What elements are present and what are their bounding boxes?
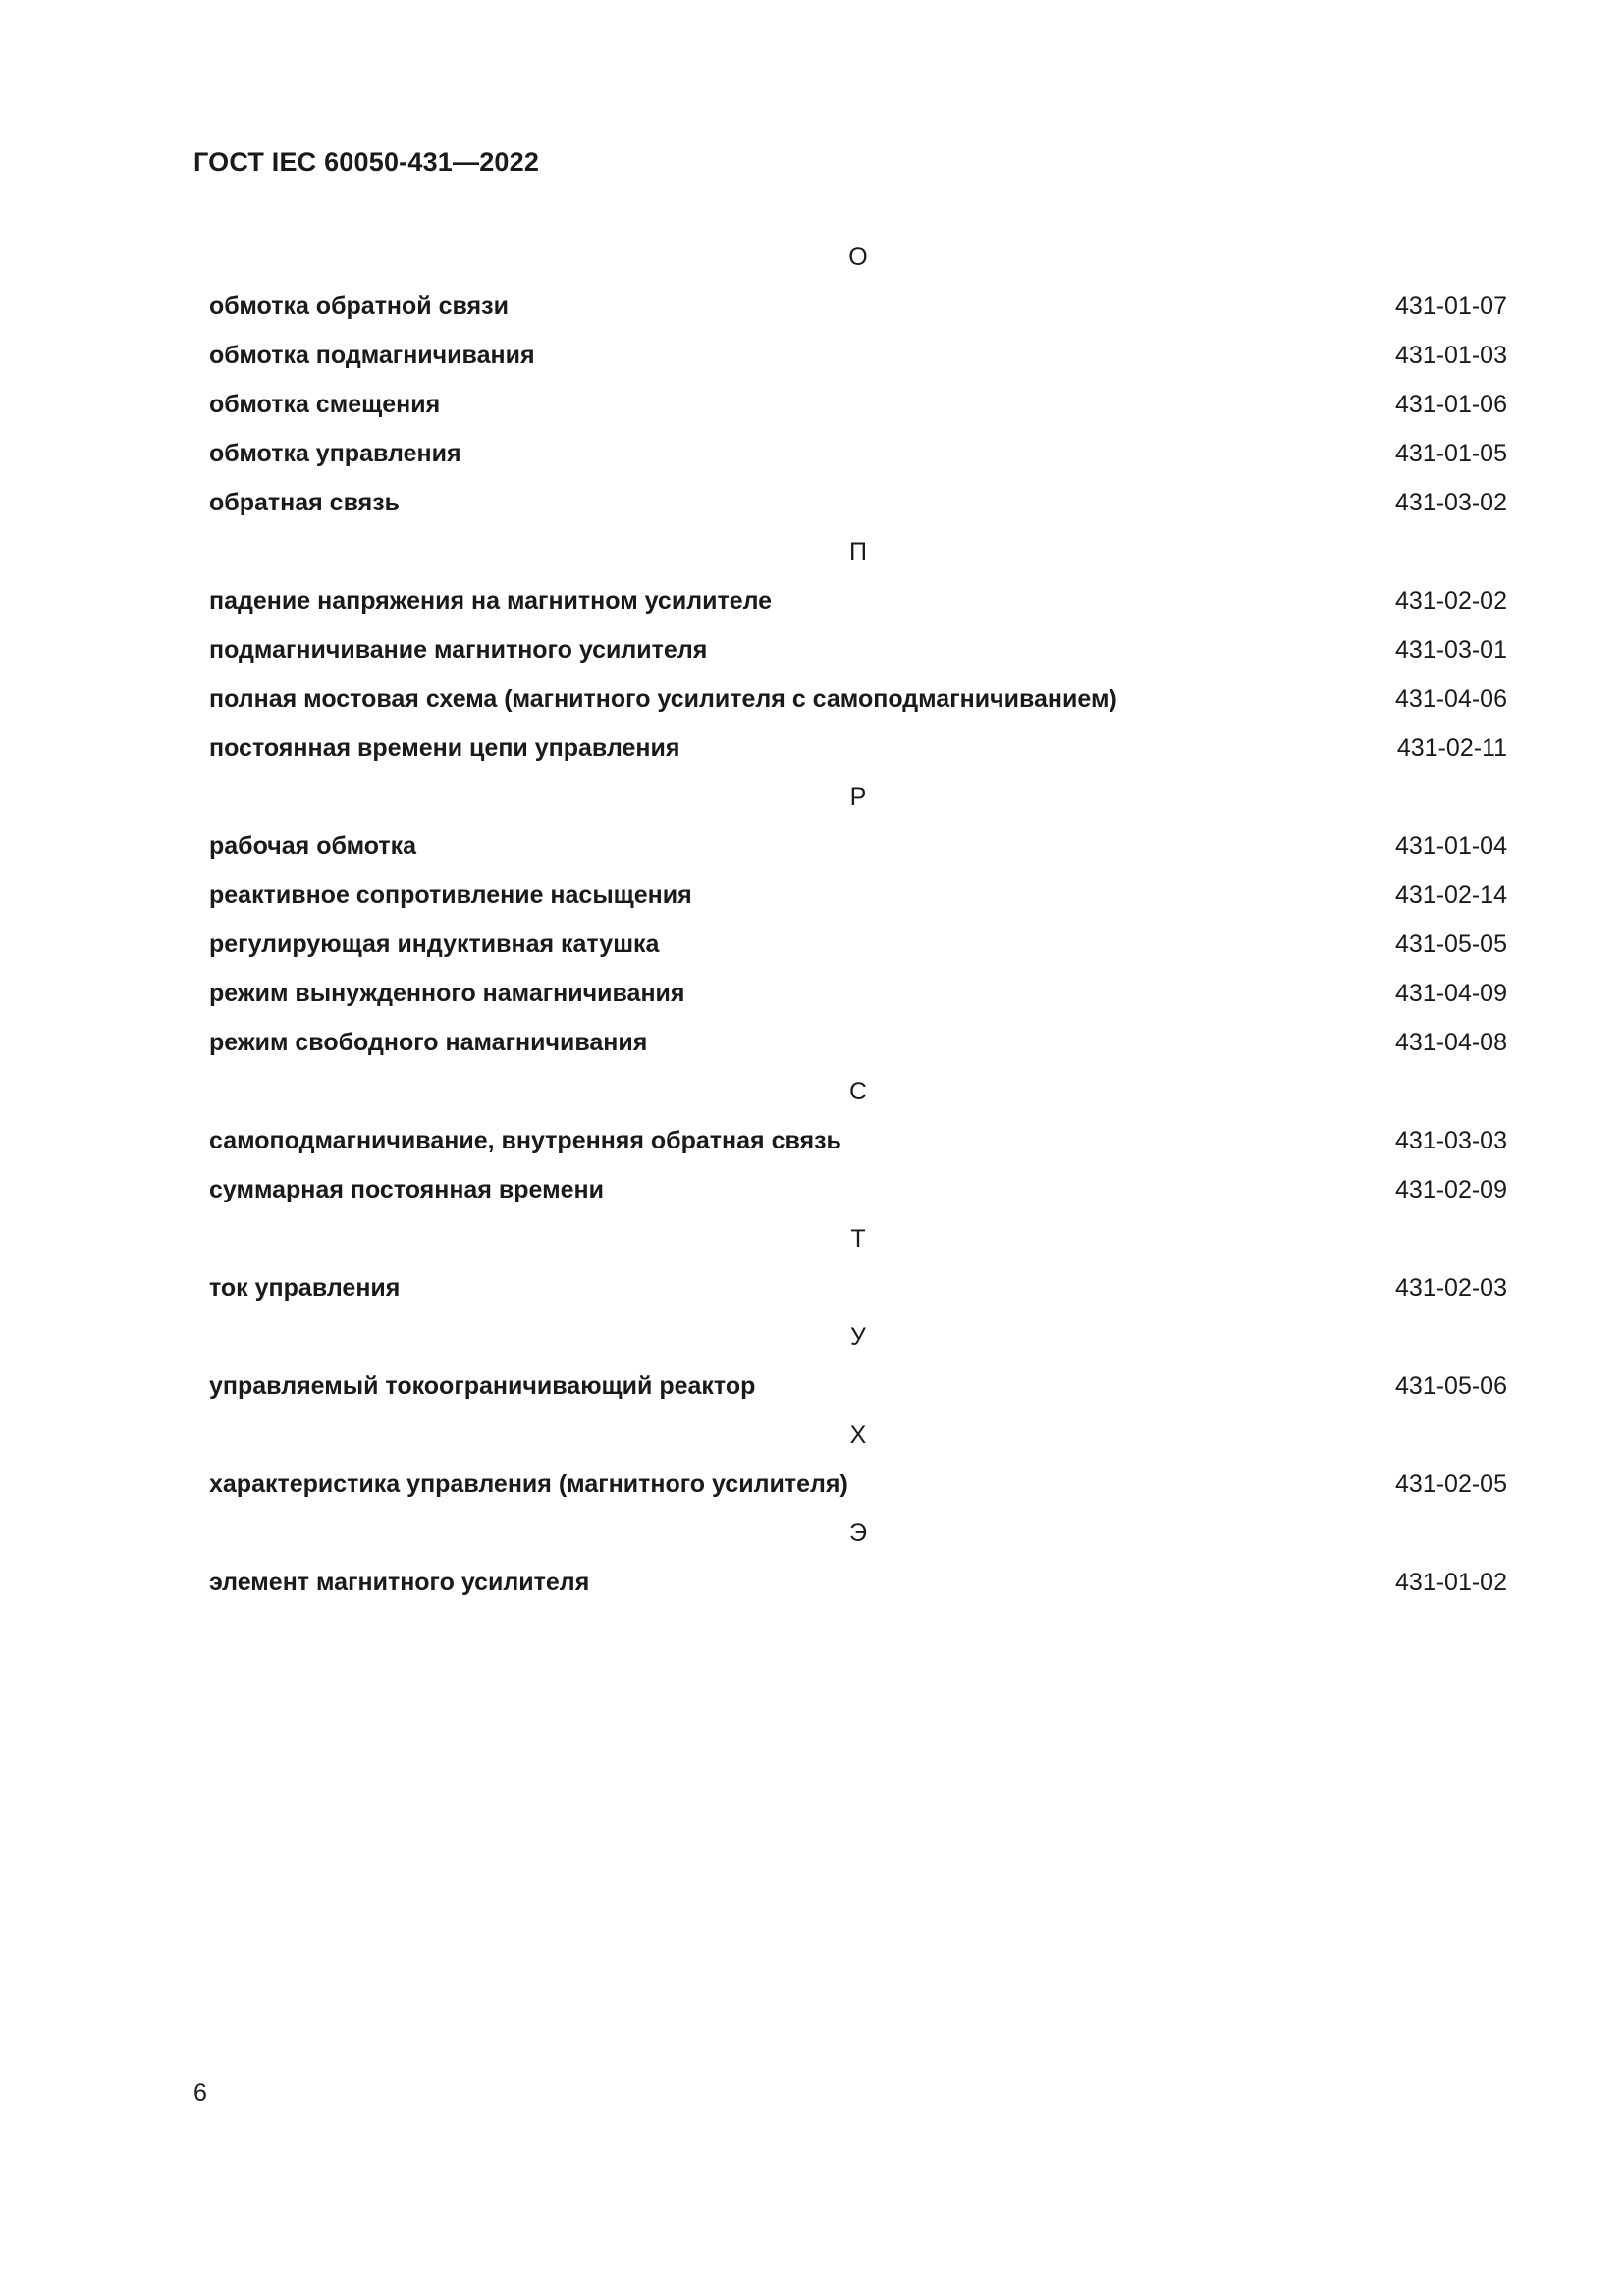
section-letter: Э: [849, 1520, 867, 1547]
index-code: 431-03-02: [1395, 489, 1507, 516]
index-section: [209, 1312, 1507, 1411]
index-term: обратная связь: [209, 489, 400, 516]
index-entry: [209, 1116, 1507, 1165]
index-entry: [209, 1018, 1507, 1067]
index-entry: [209, 1165, 1507, 1214]
section-letter: С: [848, 1078, 868, 1105]
index-term: падение напряжения на магнитном усилителе: [209, 587, 773, 614]
index-code: 431-04-06: [1395, 685, 1507, 713]
index-code: 431-02-09: [1395, 1176, 1507, 1203]
index-entry: [209, 429, 1507, 478]
index-term: подмагничивание магнитного усилителя: [209, 636, 708, 664]
index-entry: [209, 723, 1507, 773]
index-entry: [209, 625, 1507, 674]
index-code: 431-02-02: [1395, 587, 1507, 614]
index-section: [209, 1509, 1507, 1607]
index-term: обмотка смещения: [209, 391, 441, 418]
index-entry: [209, 1460, 1507, 1509]
index-term: режим вынужденного намагничивания: [209, 980, 685, 1007]
index-term: постоянная времени цепи управления: [209, 734, 680, 762]
index-code: 431-01-02: [1395, 1569, 1507, 1596]
index-code: 431-02-14: [1395, 881, 1507, 909]
index-section: [209, 527, 1507, 773]
index-term: управляемый токоограничивающий реактор: [209, 1372, 756, 1400]
index-entry: [209, 1263, 1507, 1312]
index-code: 431-01-05: [1395, 440, 1507, 467]
index-code: 431-01-07: [1395, 293, 1507, 320]
index-term: регулирующая индуктивная катушка: [209, 931, 660, 958]
index-section: [209, 233, 1507, 527]
index-code: 431-03-01: [1395, 636, 1507, 664]
page-number: 6: [193, 2079, 207, 2107]
section-letter: Х: [849, 1421, 867, 1449]
index-section: [209, 1067, 1507, 1214]
index-code: 431-02-11: [1396, 734, 1507, 762]
section-letter: Р: [849, 783, 867, 811]
index-term: полная мостовая схема (магнитного усилителя с самоподмагничиванием): [209, 685, 1117, 713]
index-term: режим свободного намагничивания: [209, 1029, 648, 1056]
index-entry: [209, 969, 1507, 1018]
section-letter: О: [848, 243, 868, 271]
index-term: ток управления: [209, 1274, 401, 1302]
index-entry: [209, 331, 1507, 380]
index-term: реактивное сопротивление насыщения: [209, 881, 692, 909]
index-entry: [209, 478, 1507, 527]
index-entry: [209, 1362, 1507, 1411]
index-term: суммарная постоянная времени: [209, 1176, 604, 1203]
index-entry: [209, 674, 1507, 723]
index-entry: [209, 380, 1507, 429]
index-code: 431-04-09: [1395, 980, 1507, 1007]
index-code: 431-01-06: [1395, 391, 1507, 418]
section-letter: П: [849, 538, 867, 565]
index-term: рабочая обмотка: [209, 832, 417, 860]
index-code: 431-05-06: [1395, 1372, 1507, 1400]
index-entry: [209, 871, 1507, 920]
alphabetical-index: [209, 233, 1507, 1607]
index-code: 431-05-05: [1395, 931, 1507, 958]
index-entry: [209, 920, 1507, 969]
index-entry: [209, 822, 1507, 871]
index-section: [209, 773, 1507, 1067]
index-entry: [209, 1558, 1507, 1607]
index-term: обмотка подмагничивания: [209, 342, 535, 369]
index-term: обмотка обратной связи: [209, 293, 509, 320]
index-code: 431-03-03: [1395, 1127, 1507, 1154]
section-letter: Т: [850, 1225, 866, 1253]
index-section: [209, 1214, 1507, 1312]
index-entry: [209, 576, 1507, 625]
index-term: характеристика управления (магнитного усилителя): [209, 1470, 848, 1498]
index-code: 431-04-08: [1395, 1029, 1507, 1056]
index-code: 431-01-04: [1395, 832, 1507, 860]
index-term: элемент магнитного усилителя: [209, 1569, 590, 1596]
index-term: обмотка управления: [209, 440, 461, 467]
section-letter: У: [850, 1323, 866, 1351]
document-title: ГОСТ IEC 60050-431—2022: [193, 147, 540, 177]
index-code: 431-02-03: [1395, 1274, 1507, 1302]
index-section: [209, 1411, 1507, 1509]
index-entry: [209, 282, 1507, 331]
index-term: самоподмагничивание, внутренняя обратная связь: [209, 1127, 841, 1154]
index-code: 431-01-03: [1395, 342, 1507, 369]
index-code: 431-02-05: [1395, 1470, 1507, 1498]
